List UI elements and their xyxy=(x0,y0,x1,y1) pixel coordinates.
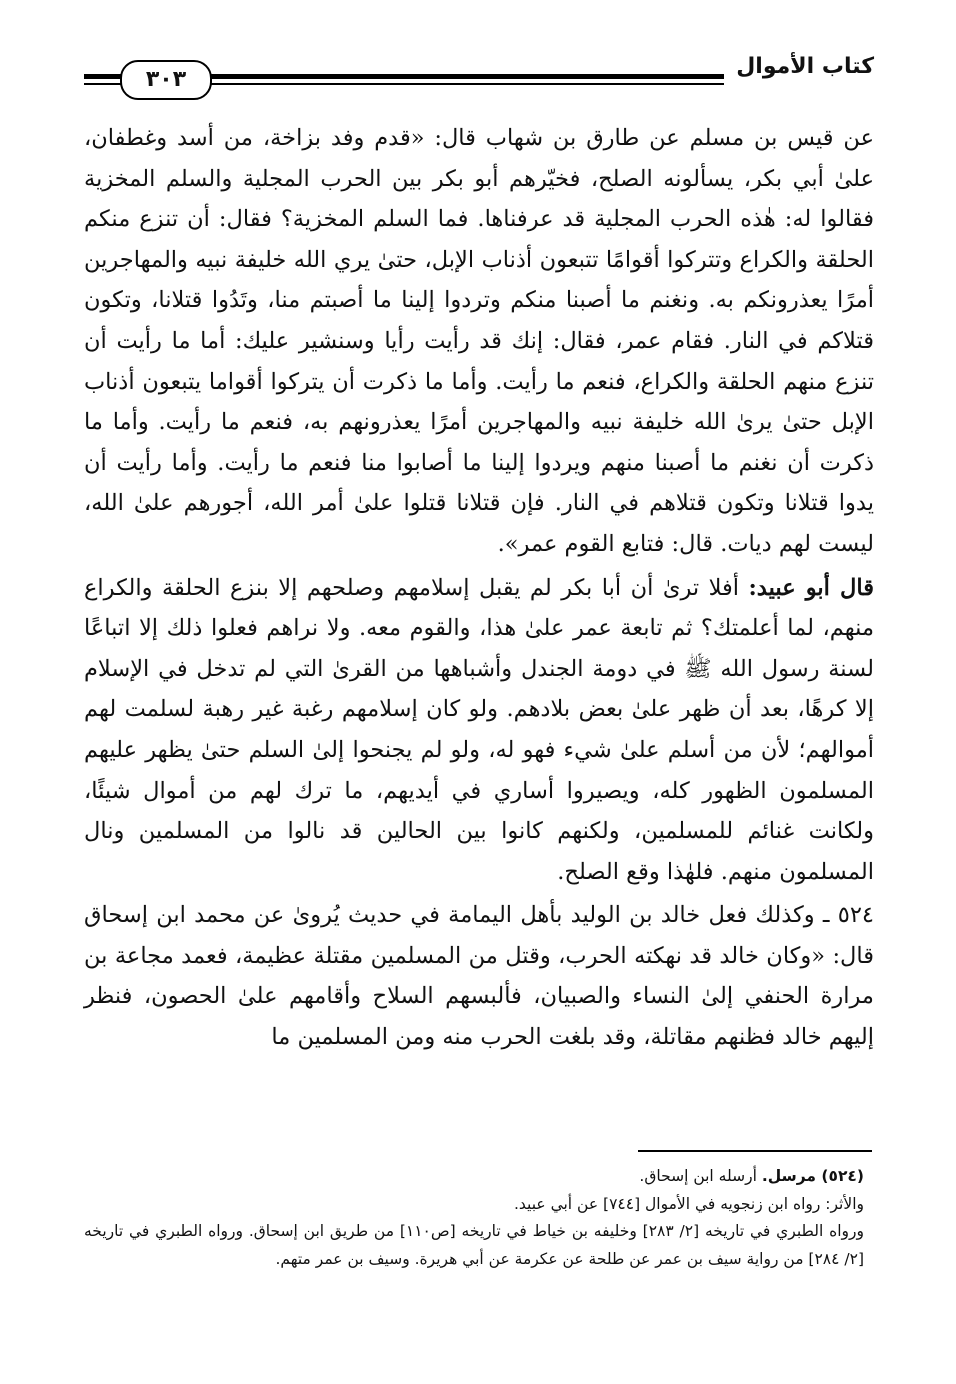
footnote-2: والأثر: رواه ابن زنجويه في الأموال [٧٤٤] عن أبي عبيد. xyxy=(513,1194,864,1213)
footnote-1 xyxy=(84,1163,864,1191)
paragraph-2-lead: قال أبو عبيد: xyxy=(748,574,875,601)
footnote-divider xyxy=(638,1150,872,1152)
footnotes xyxy=(84,1163,864,1273)
footnote-1-text: أرسله ابن إسحاق. xyxy=(639,1167,762,1185)
page-number-badge xyxy=(120,60,212,100)
page-number: ٣٠٣ xyxy=(145,67,187,92)
footnote-3: ورواه الطبري في تاريخه [٢/ ٢٨٣] وخليفه بن خياط في تاريخه [ص١١٠] من طريق ابن إسحاق. ورواه الطبري في تاريخه [٢/ ٢٨٤] من رواية سيف بن عمر عن طلحة عن عكرمة عن أبي هريرة. وسيف بن عمر متهم. xyxy=(84,1222,864,1268)
book-title: كتاب الأموال xyxy=(736,54,874,79)
page-header xyxy=(84,52,874,108)
main-text xyxy=(84,118,874,1058)
paragraph-2-text: أفلا ترىٰ أن أبا بكر لم يقبل إسلامهم وصلحهم إلا بنزع الحلقة والكراع منهم، لما أعلمتك؟ ثم تابعة عمر علىٰ هذا، والقوم معه. ولا نراهم فعلوا ذلك إلا اتباعًا لسنة رسول الله ﷺ في دومة الجندل وأشباهها من القرىٰ التي لم تدخل في الإسلام إلا كرهًا، بعد أن ظهر علىٰ بعض بلادهم. ولو كان إسلامهم رغبة غير رهبة لسلمت لهم أموالهم؛ لأن من أسلم علىٰ شيء فهو له، ولو لم يجنحوا إلىٰ السلم حتىٰ يظهر عليهم المسلمون الظهور كله، ويصيروا أساري في أيديهم، ما ترك لهم من أموال شيئًا، ولكانت غنائم للمسلمين، ولكنهم كانوا بين الحالين قد نالوا من المسلمين ونال المسلمون منهم. فلهٰذا وقع الصلح. xyxy=(84,574,874,885)
paragraph-3: ٥٢٤ ـ وكذلك فعل خالد بن الوليد بأهل اليمامة في حديث يُروىٰ عن محمد ابن إسحاق قال: «وكان خالد قد نهكته الحرب، وقتل من المسلمين مقتلة عظيمة، فعمد مجاعة بن مرارة الحنفي إلىٰ النساء والصبيان، فألبسهم السلاح وأقامهم علىٰ الحصون، فنظر إليهم خالد فظنهم مقاتلة، وقد بلغت الحرب منه ومن المسلمين ما xyxy=(84,902,874,1051)
footnote-1-lead: (٥٢٤) مرسل. xyxy=(761,1167,864,1185)
paragraph-2 xyxy=(84,568,874,893)
paragraph-1: عن قيس بن مسلم عن طارق بن شهاب قال: «قدم وفد بزاخة، من أسد وغطفان، علىٰ أبي بكر، يسألونه الصلح، فخيّرهم أبو بكر بين الحرب المجلية والسلم المخزية فقالوا له: هٰذه الحرب المجلية قد عرفناها. فما السلم المخزية؟ فقال: أن تنزع منكم الحلقة والكراع وتتركوا أقوامًا تتبعون أذناب الإبل، حتىٰ يري الله خليفة نبيه والمهاجرين أمرًا يعذرونكم به. ونغنم ما أصبنا منكم وتردوا إلينا ما أصبتم منا، وتَدُوا قتلانا، وتكون قتلاكم في النار. فقام عمر، فقال: إنك قد رأيت رأيا وسنشير عليك: أما ما رأيت أن تنزع منهم الحلقة والكراع، فنعم ما رأيت. وأما ما ذكرت أن يتركوا أقواما يتبعون أذناب الإبل حتىٰ يرىٰ الله خليفة نبيه والمهاجرين أمرًا يعذرونهم به، فنعم ما رأيت. وأما ما ذكرت أن نغنم ما أصبنا منهم ويردوا إلينا ما أصابوا منا فنعم ما رأيت. وأما رأيت أن يدوا قتلانا وتكون قتلاهم في النار. فإن قتلانا قتلوا علىٰ أمر الله، أجورهم علىٰ الله، ليست لهم ديات. قال: فتابع القوم عمر». xyxy=(84,125,874,557)
